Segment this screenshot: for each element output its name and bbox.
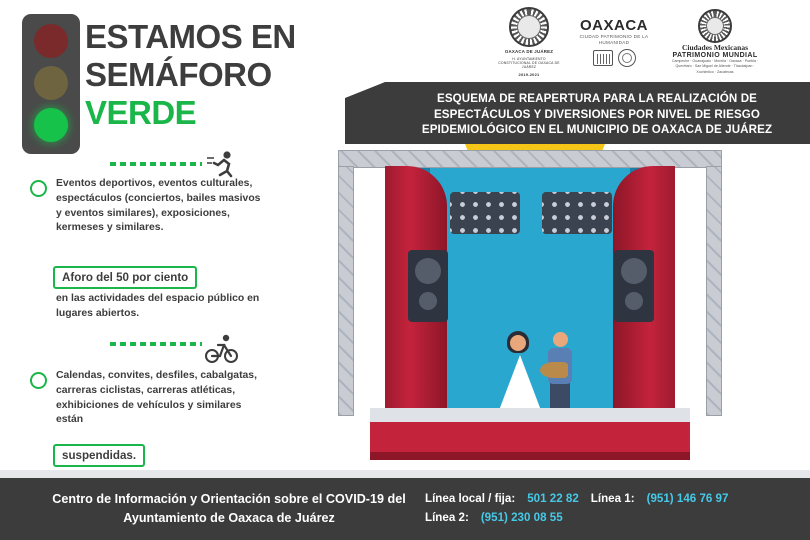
- header-logos: [455, 8, 805, 76]
- speaker-left: [408, 250, 448, 322]
- phone-1-number[interactable]: (951) 146 76 97: [646, 492, 729, 505]
- singer-dress: [498, 355, 542, 413]
- stage-light-panel-right: [542, 192, 612, 234]
- section-2-divider: [110, 342, 202, 346]
- section-1-highlight: Aforo del 50 por ciento: [53, 266, 197, 289]
- logo-oaxaca-de-juarez-years: 2019-2021: [518, 71, 540, 77]
- cmpm-line1: Ciudades Mexicanas: [681, 42, 749, 52]
- stage-light-panel-left: [450, 192, 520, 234]
- truss-leg-left: [338, 166, 354, 416]
- stage-front-panel: [370, 422, 690, 452]
- headline-line-2: SEMÁFORO: [85, 55, 272, 93]
- traffic-light-red-lamp: [34, 24, 68, 58]
- section-1-divider: [110, 162, 202, 166]
- title-banner: [345, 82, 810, 144]
- truss-leg-right: [706, 166, 722, 416]
- cmpm-seal-icon: [698, 9, 732, 43]
- cmpm-line3: Campeche · Guanajuato · Morelia · Oaxaca · Puebla · Querétaro · San Miguel de Allende · Tlacotalpan · Xochimilco · Zacatecas: [671, 58, 759, 74]
- footer-phone-row-1: [425, 490, 800, 509]
- logo-oaxaca-de-juarez-label: OAXACA DE JUÁREZ: [504, 48, 554, 54]
- logo-oaxaca-title: OAXACA: [579, 16, 648, 34]
- stage-base: [370, 452, 690, 460]
- logo-oaxaca-de-juarez: [497, 7, 561, 77]
- phone-1-label: Línea 1:: [590, 492, 635, 505]
- phone-2-label: Línea 2:: [425, 510, 469, 524]
- phone-2-number[interactable]: (951) 230 08 55: [480, 510, 563, 524]
- logo-oaxaca-de-juarez-sublabel: H. AYUNTAMIENTO CONSTITUCIONAL DE OAXACA DE JUÁREZ: [498, 56, 560, 70]
- world-heritage-icon: [618, 49, 636, 67]
- traffic-light-yellow-lamp: [34, 66, 68, 100]
- logo-ciudades-mexicanas: [667, 9, 763, 75]
- stage-concert-illustration: [330, 150, 730, 470]
- headline-line-3: VERDE: [85, 93, 197, 131]
- section-1-note: en las actividades del espacio público en lugares abiertos.: [56, 293, 260, 319]
- section-2-highlight: suspendidas.: [53, 444, 145, 467]
- logo-ciudad-patrimonio: [575, 17, 653, 68]
- unesco-temple-icon: [593, 50, 613, 66]
- cmpm-line2: PATRIMONIO MUNDIAL: [672, 51, 758, 59]
- guitarist-head: [553, 332, 568, 347]
- traffic-light-green-lamp: [34, 108, 68, 142]
- phone-0-number[interactable]: 501 22 82: [527, 492, 579, 505]
- headline: [85, 18, 296, 132]
- footer-bar: [0, 478, 810, 540]
- traffic-light-icon: [22, 14, 80, 154]
- bottom-edge-strip: [0, 470, 810, 478]
- section-1-text: Eventos deportivos, eventos culturales, espectáculos (conciertos, bailes masivos y eventos similares), exposiciones, kermeses y similares.: [56, 178, 261, 234]
- footer-info-center-text: Centro de Información y Orientación sobre el COVID-19 del Ayuntamiento de Oaxaca de Juárez: [52, 492, 406, 525]
- cyclist-icon: [205, 332, 239, 366]
- banner-title: ESQUEMA DE REAPERTURA PARA LA REALIZACIÓN DE ESPECTÁCULOS Y DIVERSIONES POR NIVEL DE RIESGO EPIDEMIOLÓGICO EN EL MUNICIPIO DE OAXACA DE JUÁREZ: [421, 92, 773, 137]
- logo-oaxaca-subtitle: CIUDAD PATRIMONIO DE LA HUMANIDAD: [579, 33, 649, 45]
- escudo-icon: [509, 7, 549, 47]
- stage-floor: [370, 408, 690, 422]
- footer-phone-row-2: [425, 509, 800, 528]
- footer-phone-list: [425, 490, 800, 527]
- headline-line-1: ESTAMOS EN: [85, 18, 296, 55]
- section-2-bullet: [30, 372, 47, 389]
- phone-0-label: Línea local / fija:: [425, 492, 516, 505]
- section-1-bullet: [30, 180, 47, 197]
- singer-head: [510, 335, 526, 351]
- guitar-icon: [540, 362, 568, 378]
- speaker-right: [614, 250, 654, 322]
- section-2-text: Calendas, convites, desfiles, cabalgatas, carreras ciclistas, carreras atléticas, exhibiciones de vehículos y similares están: [56, 370, 257, 426]
- unesco-marks: [593, 49, 636, 67]
